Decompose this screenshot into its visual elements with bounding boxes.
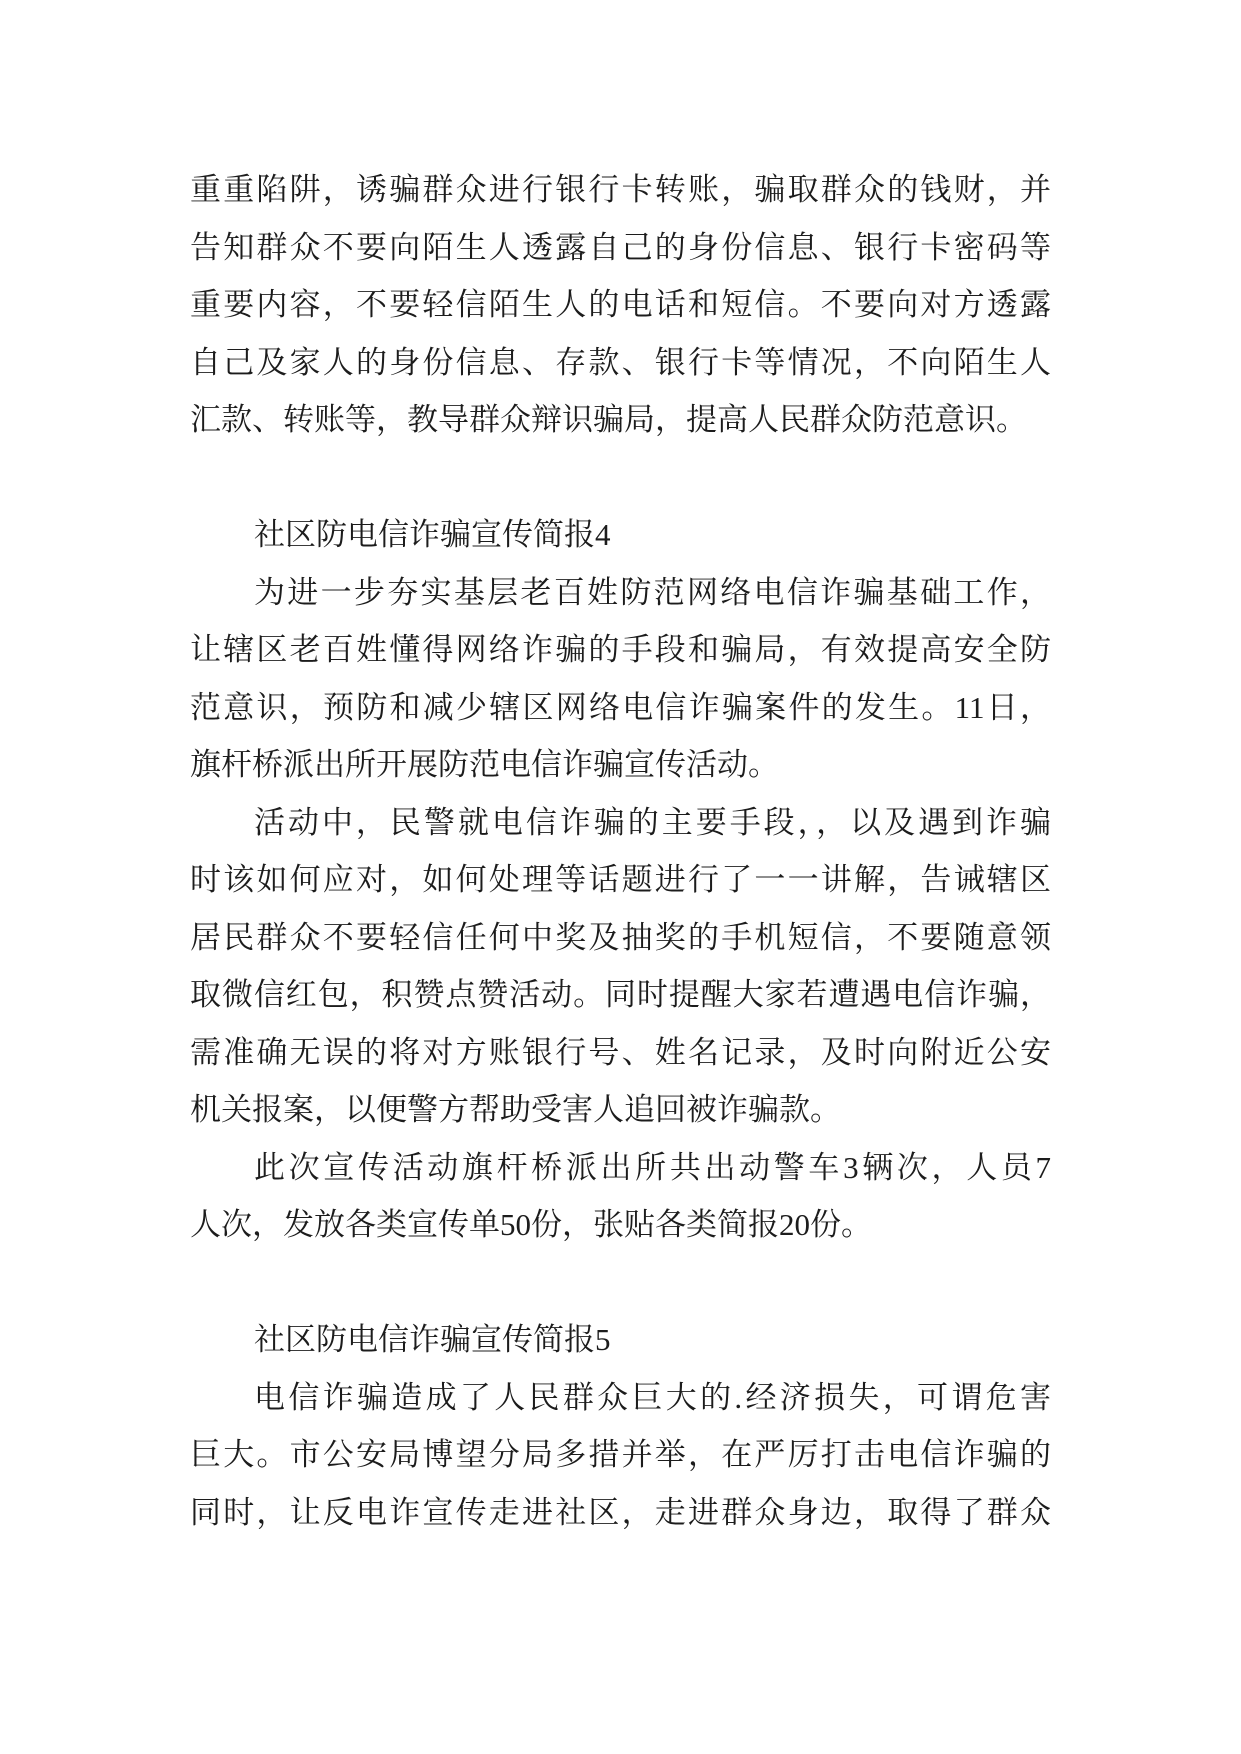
text-line: 时该如何应对，如何处理等话题进行了一一讲解，告诫辖区: [190, 862, 1051, 897]
blank-line: [190, 449, 1051, 507]
text-line: 巨大。市公安局博望分局多措并举，在严厉打击电信诈骗的: [190, 1437, 1051, 1472]
paragraph: [190, 564, 1051, 794]
text-line: 范意识，预防和减少辖区网络电信诈骗案件的发生。11日，: [190, 689, 1051, 725]
text-line: 此次宣传活动旗杆桥派出所共出动警车3辆次，人员7: [254, 1149, 1051, 1185]
text-line: 重重陷阱，诱骗群众进行银行卡转账，骗取群众的钱财，并: [190, 172, 1051, 207]
text-line: 旗杆桥派出所开展防范电信诈骗宣传活动。: [190, 747, 779, 782]
paragraph: [190, 1139, 1051, 1254]
text-line: 重要内容，不要轻信陌生人的电话和短信。不要向对方透露: [190, 287, 1051, 322]
text-line: 告知群众不要向陌生人透露自己的身份信息、银行卡密码等: [190, 229, 1051, 265]
text-line: 人次，发放各类宣传单50份，张贴各类简报20份。: [190, 1207, 872, 1242]
section-brief-5: [190, 1311, 1051, 1541]
text-line: 为进一步夯实基层老百姓防范网络电信诈骗基础工作，: [254, 574, 1051, 610]
text-line: 让辖区老百姓懂得网络诈骗的手段和骗局，有效提高安全防: [190, 632, 1051, 667]
text-line: 机关报案，以便警方帮助受害人追回被诈骗款。: [190, 1092, 841, 1127]
section-heading: 社区防电信诈骗宣传简报4: [254, 517, 611, 552]
blank-line: [190, 1254, 1051, 1312]
text-line: 同时，让反电诈宣传走进社区，走进群众身边，取得了群众: [190, 1494, 1051, 1530]
paragraph: [190, 794, 1051, 1139]
text-line: 汇款、转账等，教导群众辩识骗局，提高人民群众防范意识。: [190, 402, 1027, 437]
text-line: 活动中，民警就电信诈骗的主要手段，，以及遇到诈骗: [254, 804, 1051, 840]
text-line: 电信诈骗造成了人民群众巨大的.经济损失，可谓危害: [254, 1379, 1051, 1415]
text-line: 取微信红包，积赞点赞活动。同时提醒大家若遭遇电信诈骗，: [190, 977, 1051, 1012]
text-line: 自己及家人的身份信息、存款、银行卡等情况，不向陌生人: [190, 344, 1051, 380]
section-heading: 社区防电信诈骗宣传简报5: [254, 1322, 611, 1357]
paragraph: [190, 1369, 1051, 1542]
continued-paragraph: [190, 161, 1051, 449]
document-page: [190, 161, 1051, 1541]
text-line: 需准确无误的将对方账银行号、姓名记录，及时向附近公安: [190, 1034, 1051, 1070]
section-brief-4: [190, 506, 1051, 1254]
text-line: 居民群众不要轻信任何中奖及抽奖的手机短信，不要随意领: [190, 919, 1051, 955]
